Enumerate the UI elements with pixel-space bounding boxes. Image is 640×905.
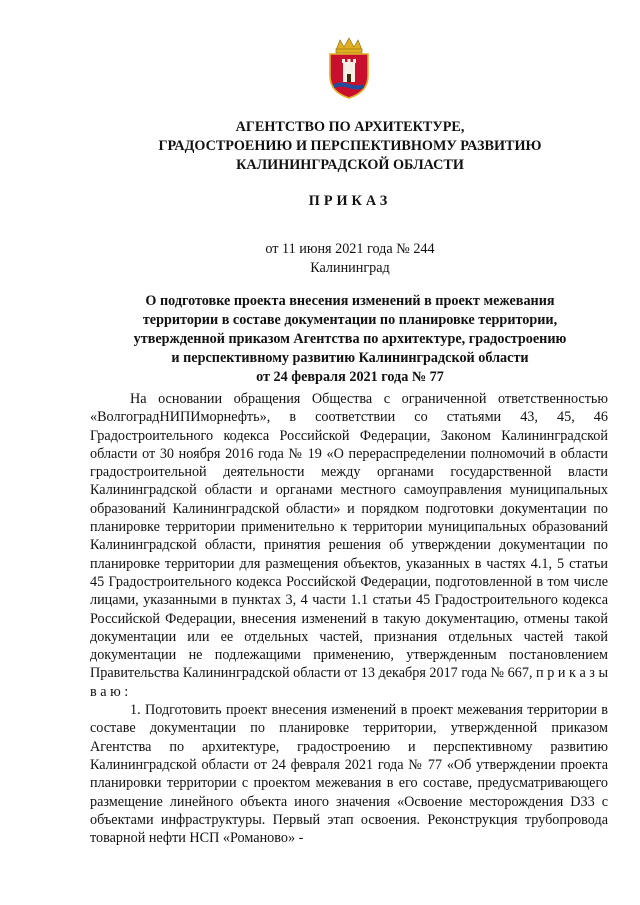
body-paragraph: На основании обращения Общества с ограниченной ответственностью «ВолгоградНИПИморнефть», в соответствии со статьями 43, 45, 46 Градостроительного кодекса Российской Федерации, Законом Калининградской области от 30 ноября 2016 года № 19 «О перераспределении полномочий в области градостроительной деятельности между органами государственной власти Калининградской области и органами местного самоуправления муниципальных образований Калининградской области» и порядком подготовки документации по планировке территории применительно к территории муниципальных образований Калининградской области, принятия решения об утверждении документации по планировке территории для размещения объектов, указанных в частях 4.1, 5 статьи 45 Градостроительного кодекса Российской Федерации, подготовленной в том числе лицами, указанными в пунктах 3, 4 части 1.1 статьи 45 Градостроительного кодекса Российской Федерации, внесения изменений в такую документацию, отмены такой документации или ее отдельных частей, признания отдельных частей такой документации не подлежащими применению, утвержденным постановлением Правительства Калининградской области от 13 декабря 2017 года № 667, п р и к а з ы в а ю : xyxy=(90,391,608,700)
subject-line: территории в составе документации по планировке территории, xyxy=(142,312,558,328)
agency-name-line: АГЕНТСТВО ПО АРХИТЕКТУРЕ, xyxy=(235,119,465,135)
order-city: Калининград xyxy=(310,260,390,276)
body-paragraph: 1. Подготовить проект внесения изменений в проект межевания территории в составе документации по планировке территории, утвержденной приказом Агентства по архитектуре, градостроению и перспективному развитию Калининградской области от 24 февраля 2021 года № 77 «Об утверждении проекта планировки территории с проектом межевания в его составе, предусматривающего размещение линейного объекта иного значения «Освоение месторождения D33 с объектами инфраструктуры. Первый этап освоения. Реконструкция трубопровода товарной нефти НСП «Романово» - xyxy=(90,702,608,847)
coat-of-arms-icon xyxy=(324,36,374,100)
agency-name-line: ГРАДОСТРОЕНИЮ И ПЕРСПЕКТИВНОМУ РАЗВИТИЮ xyxy=(158,138,542,154)
subject-line: утвержденной приказом Агентства по архитектуре, градостроению xyxy=(133,331,567,347)
agency-name-line: КАЛИНИНГРАДСКОЙ ОБЛАСТИ xyxy=(236,157,464,173)
subject-line: О подготовке проекта внесения изменений в проект межевания xyxy=(145,293,555,309)
order-subject xyxy=(90,292,610,387)
subject-line: от 24 февраля 2021 года № 77 xyxy=(256,369,444,385)
order-dateline xyxy=(90,240,610,278)
agency-name xyxy=(90,118,610,175)
order-date-number: от 11 июня 2021 года № 244 xyxy=(265,241,435,257)
order-body xyxy=(90,390,608,847)
order-title: ПРИКАЗ xyxy=(308,193,392,209)
subject-line: и перспективному развитию Калининградской области xyxy=(171,350,529,366)
